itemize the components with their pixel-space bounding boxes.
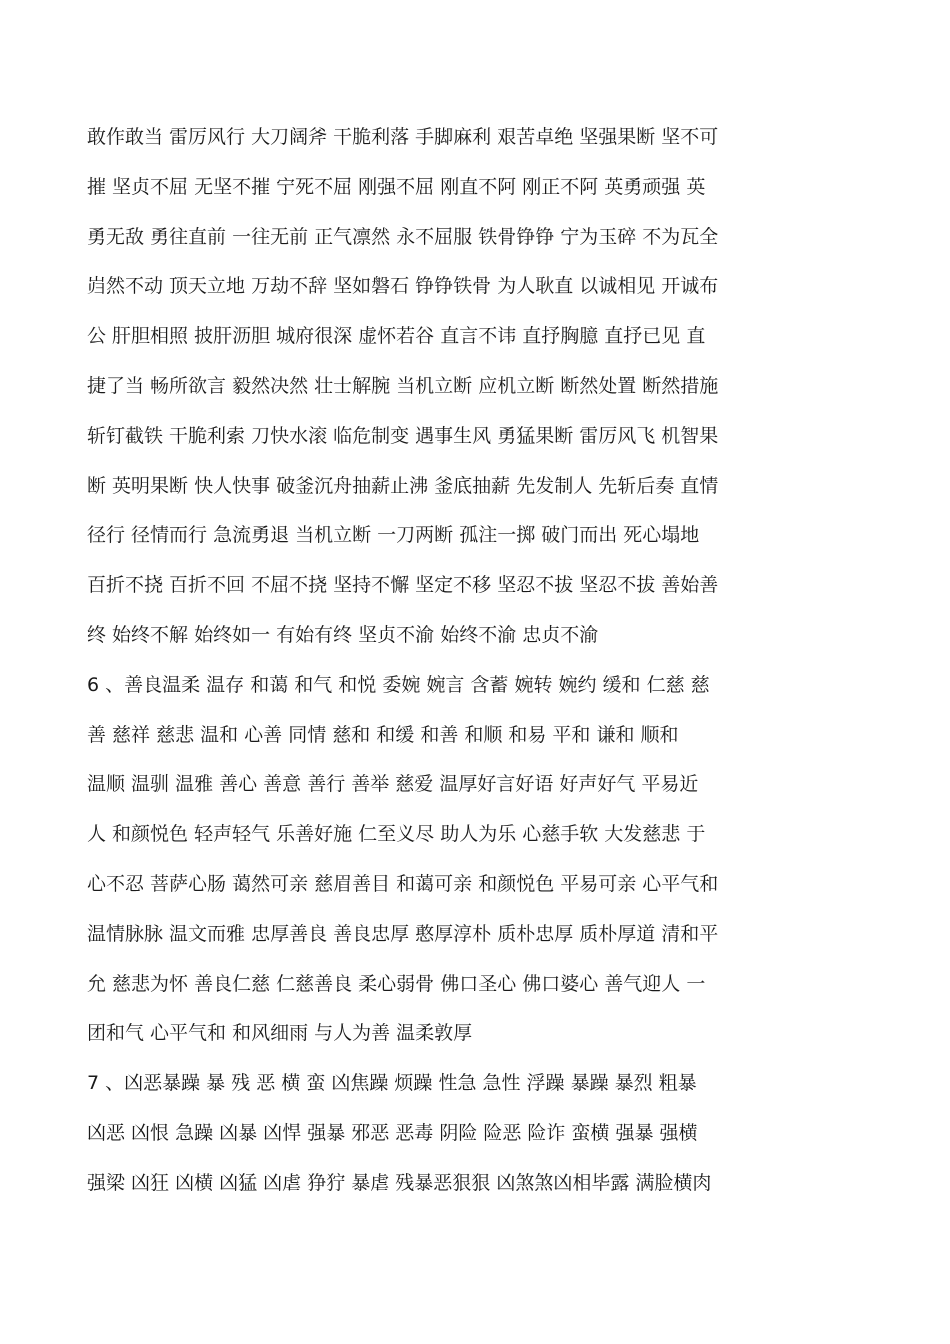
text-line: 捷了当 畅所欲言 毅然决然 壮士解腕 当机立断 应机立断 断然处置 断然措施 [87,374,719,397]
text-line: 心不忍 菩萨心肠 蔼然可亲 慈眉善目 和蔼可亲 和颜悦色 平易可亲 心平气和 [87,872,719,895]
text-line: 温情脉脉 温文而雅 忠厚善良 善良忠厚 憨厚淳朴 质朴忠厚 质朴厚道 清和平 [87,922,719,945]
text-line: 百折不挠 百折不回 不屈不挠 坚持不懈 坚定不移 坚忍不拔 坚忍不拔 善始善 [87,574,719,597]
text-line: 勇无敌 勇往直前 一往无前 正气凛然 永不屈服 铁骨铮铮 宁为玉碎 不为瓦全 [87,225,719,248]
text-line: 斩钉截铁 干脆利索 刀快水滚 临危制变 遇事生风 勇猛果断 雷厉风飞 机智果 [87,424,719,447]
text-line: 径行 径情而行 急流勇退 当机立断 一刀两断 孤注一掷 破门而出 死心塌地 [87,524,700,547]
text-line: 善 慈祥 慈悲 温和 心善 同情 慈和 和缓 和善 和顺 和易 平和 谦和 顺和 [87,723,679,746]
idiom-text-block [87,113,787,1209]
text-line: 终 始终不解 始终如一 有始有终 坚贞不渝 始终不渝 忠贞不渝 [87,623,599,646]
text-line: 团和气 心平气和 和风细雨 与人为善 温柔敦厚 [87,1022,473,1045]
text-line: 凶恶 凶恨 急躁 凶暴 凶悍 强暴 邪恶 恶毒 阴险 险恶 险诈 蛮横 强暴 强横 [87,1121,698,1144]
text-line: 强梁 凶狂 凶横 凶猛 凶虐 狰狞 暴虐 残暴恶狠狠 凶煞煞凶相毕露 满脸横肉 [87,1171,712,1194]
text-line: 公 肝胆相照 披肝沥胆 城府很深 虚怀若谷 直言不讳 直抒胸臆 直抒已见 直 [87,325,706,348]
section-heading-line: 7 、凶恶暴躁 暴 残 恶 横 蛮 凶焦躁 烦躁 性急 急性 浮躁 暴躁 暴烈 粗暴 [87,1072,697,1095]
text-line: 断 英明果断 快人快事 破釜沉舟抽薪止沸 釜底抽薪 先发制人 先斩后奏 直情 [87,474,719,497]
text-line: 人 和颜悦色 轻声轻气 乐善好施 仁至义尽 助人为乐 心慈手软 大发慈悲 于 [87,823,706,846]
text-line: 岿然不动 顶天立地 万劫不辞 坚如磐石 铮铮铁骨 为人耿直 以诚相见 开诚布 [87,275,719,298]
text-line: 温顺 温驯 温雅 善心 善意 善行 善举 慈爱 温厚好言好语 好声好气 平易近 [87,773,699,796]
text-line: 允 慈悲为怀 善良仁慈 仁慈善良 柔心弱骨 佛口圣心 佛口婆心 善气迎人 一 [87,972,706,995]
text-line: 摧 坚贞不屈 无坚不摧 宁死不屈 刚强不屈 刚直不阿 刚正不阿 英勇顽强 英 [87,175,706,198]
text-line: 敢作敢当 雷厉风行 大刀阔斧 干脆利落 手脚麻利 艰苦卓绝 坚强果断 坚不可 [87,126,719,148]
section-heading-line: 6 、善良温柔 温存 和蔼 和气 和悦 委婉 婉言 含蓄 婉转 婉约 缓和 仁慈 慈 [87,673,710,696]
